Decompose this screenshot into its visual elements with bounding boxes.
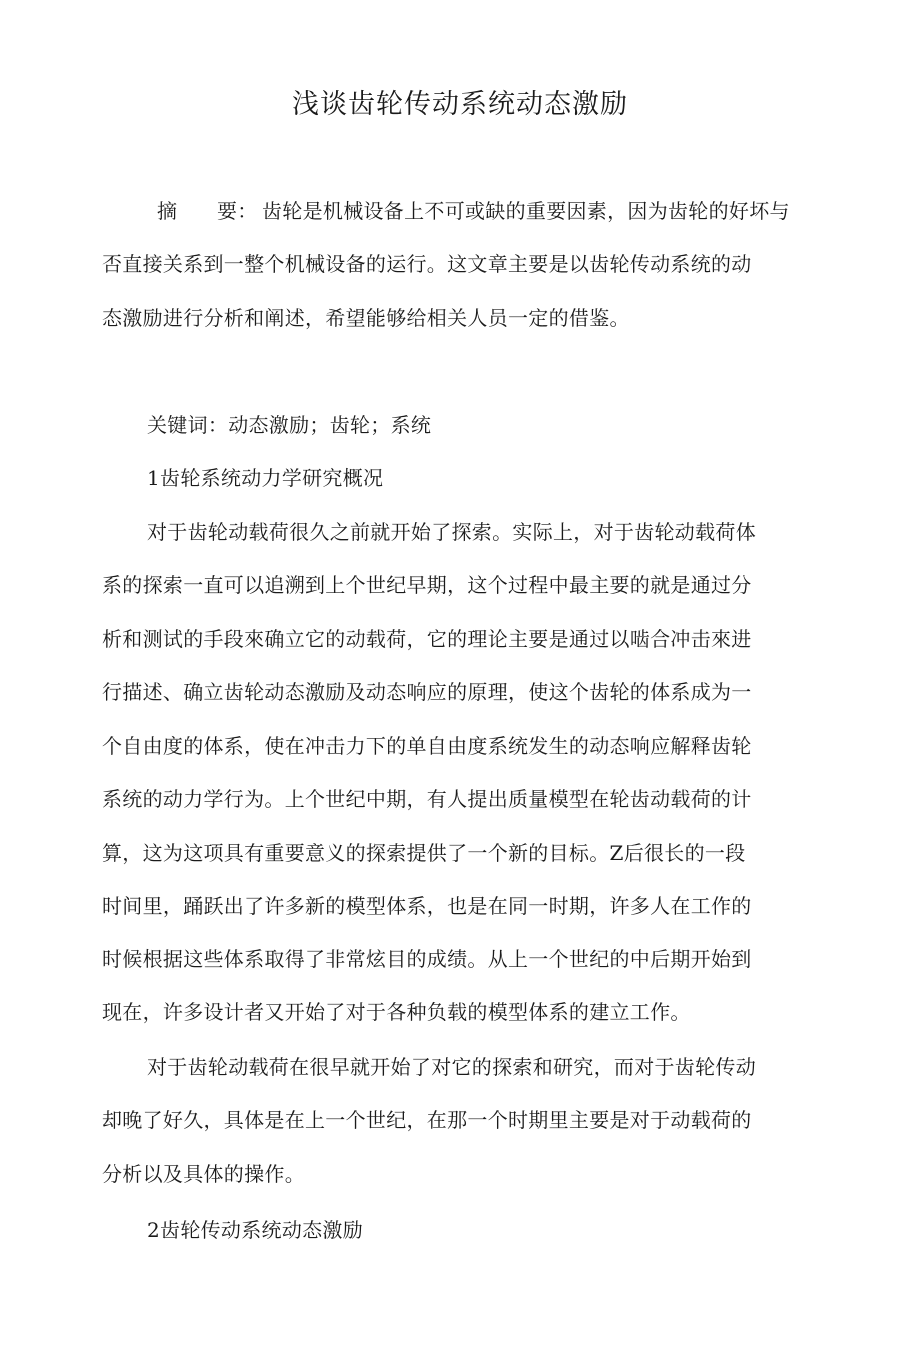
abstract-first-line — [157, 197, 790, 225]
document-title: 浅谈齿轮传动系统动态激励 — [292, 89, 628, 120]
paragraph-line: 系的探索一直可以追溯到上个世纪早期，这个过程中最主要的就是通过分 — [102, 573, 752, 597]
paragraph-line: 个自由度的体系，使在冲击力下的单自由度系统发生的动态响应解释齿轮 — [102, 734, 752, 758]
paragraph-line: 析和测试的手段來确立它的动载荷，它的理论主要是通过以啮合冲击來进 — [102, 627, 752, 651]
abstract-line: 齿轮是机械设备上不可或缺的重要因素，因为齿轮的好坏与 — [262, 199, 790, 223]
paragraph-line: 行描述、确立齿轮动态激励及动态响应的原理，使这个齿轮的体系成为一 — [102, 680, 752, 704]
paragraph-line: 对于齿轮动载荷在很早就开始了对它的探索和研究，而对于齿轮传动 — [147, 1055, 756, 1079]
abstract-line: 否直接关系到一整个机械设备的运行。这文章主要是以齿轮传动系统的动 — [102, 252, 752, 276]
section-heading: 2齿轮传动系统动态激励 — [147, 1218, 364, 1242]
paragraph-line: 时间里，踊跃出了许多新的模型体系，也是在同一时期，许多人在工作的 — [102, 894, 752, 918]
abstract-label — [157, 197, 262, 225]
paragraph-line: 对于齿轮动载荷很久之前就开始了探索。实际上，对于齿轮动载荷体 — [147, 520, 756, 544]
paragraph-line: 系统的动力学行为。上个世纪中期，有人提出质量模型在轮齿动载荷的计 — [102, 787, 752, 811]
keywords: 关键词：动态激励；齿轮；系统 — [147, 413, 432, 437]
paragraph-line: 分析以及具体的操作。 — [102, 1162, 305, 1186]
paragraph-line: 现在，许多设计者又开始了对于各种负载的模型体系的建立工作。 — [102, 1000, 691, 1024]
abstract-label-char2: 要： — [217, 199, 258, 223]
section-heading: 1齿轮系统动力学研究概况 — [147, 466, 384, 490]
paragraph-line: 却晚了好久，具体是在上一个世纪，在那一个时期里主要是对于动载荷的 — [102, 1108, 752, 1132]
paragraph-line: 算，这为这项具有重要意义的探索提供了一个新的目标。Z后很长的一段 — [102, 841, 746, 865]
paragraph-line: 时候根据这些体系取得了非常炫目的成绩。从上一个世纪的中后期开始到 — [102, 947, 752, 971]
abstract-line: 态激励进行分析和阐述，希望能够给相关人员一定的借鉴。 — [102, 306, 630, 330]
abstract-label-char1: 摘 — [157, 199, 178, 223]
